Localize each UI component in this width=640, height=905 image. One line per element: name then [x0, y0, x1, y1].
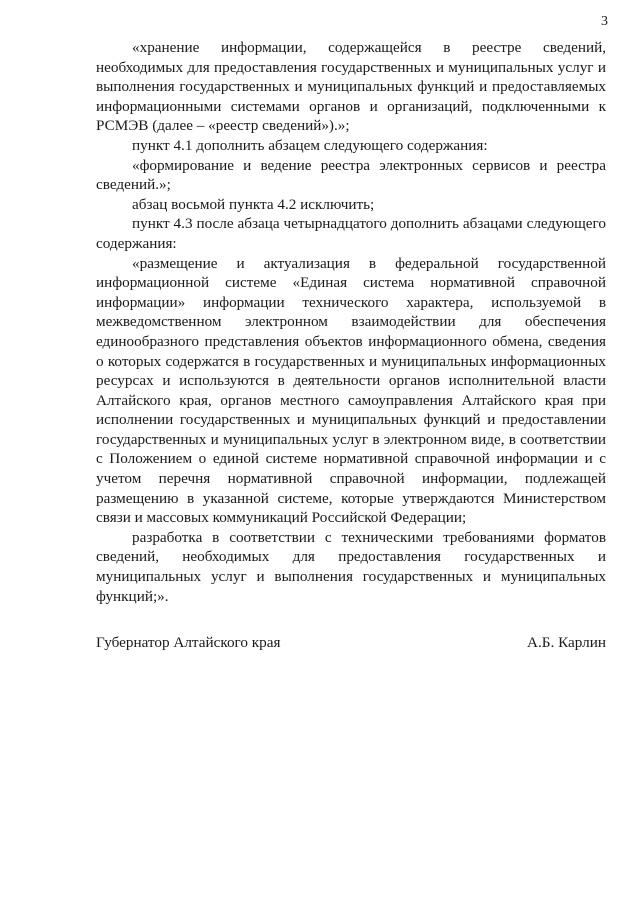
- paragraph: абзац восьмой пункта 4.2 исключить;: [132, 195, 375, 213]
- document-body: [96, 38, 606, 606]
- signatory-position: Губернатор Алтайского края: [96, 634, 281, 651]
- signatory-name: А.Б. Карлин: [527, 634, 606, 651]
- paragraph: пункт 4.3 после абзаца четырнадцатого дополнить абзацами следующего содержания:: [96, 215, 606, 252]
- paragraph: «формирование и ведение реестра электронных сервисов и реестра сведений.»;: [96, 156, 606, 194]
- signature-block: [96, 634, 606, 652]
- page-number: 3: [601, 14, 608, 29]
- paragraph: «хранение информации, содержащейся в реестре сведений, необходимых для предоставления государственных и муниципальных услуг и выполнения государственных и муниципальных функций и предоставляемых информационными системами органов и организаций, подключенными к РСМЭВ (далее – «реестр сведений»).»;: [96, 39, 606, 135]
- paragraph: «размещение и актуализация в федеральной государственной информационной системе «Единая система нормативной справочной информации» информации технического характера, используемой в межведомственном электронном взаимодействии для обеспечения единообразного представления объектов информационного обмена, сведения о которых содержатся в государственных и муниципальных информационных ресурсах и используются в деятельности органов исполнительной власти Алтайского края, органов местного самоуправления Алтайского края при исполнении государственных и муниципальных функций и предоставлении государственных и муниципальных услуг в электронном виде, в соответствии с Положением о единой системе нормативной справочной информации и с учетом перечня нормативной справочной информации, подлежащей размещению в указанной системе, которые утверждаются Министерством связи и массовых коммуникаций Российской Федерации;: [96, 254, 606, 527]
- paragraph: пункт 4.1 дополнить абзацем следующего содержания:: [132, 136, 488, 154]
- paragraph: разработка в соответствии с техническими требованиями форматов сведений, необходимых для предоставления государственных и муниципальных услуг и выполнения государственных и муниципальных функций;».: [96, 528, 606, 605]
